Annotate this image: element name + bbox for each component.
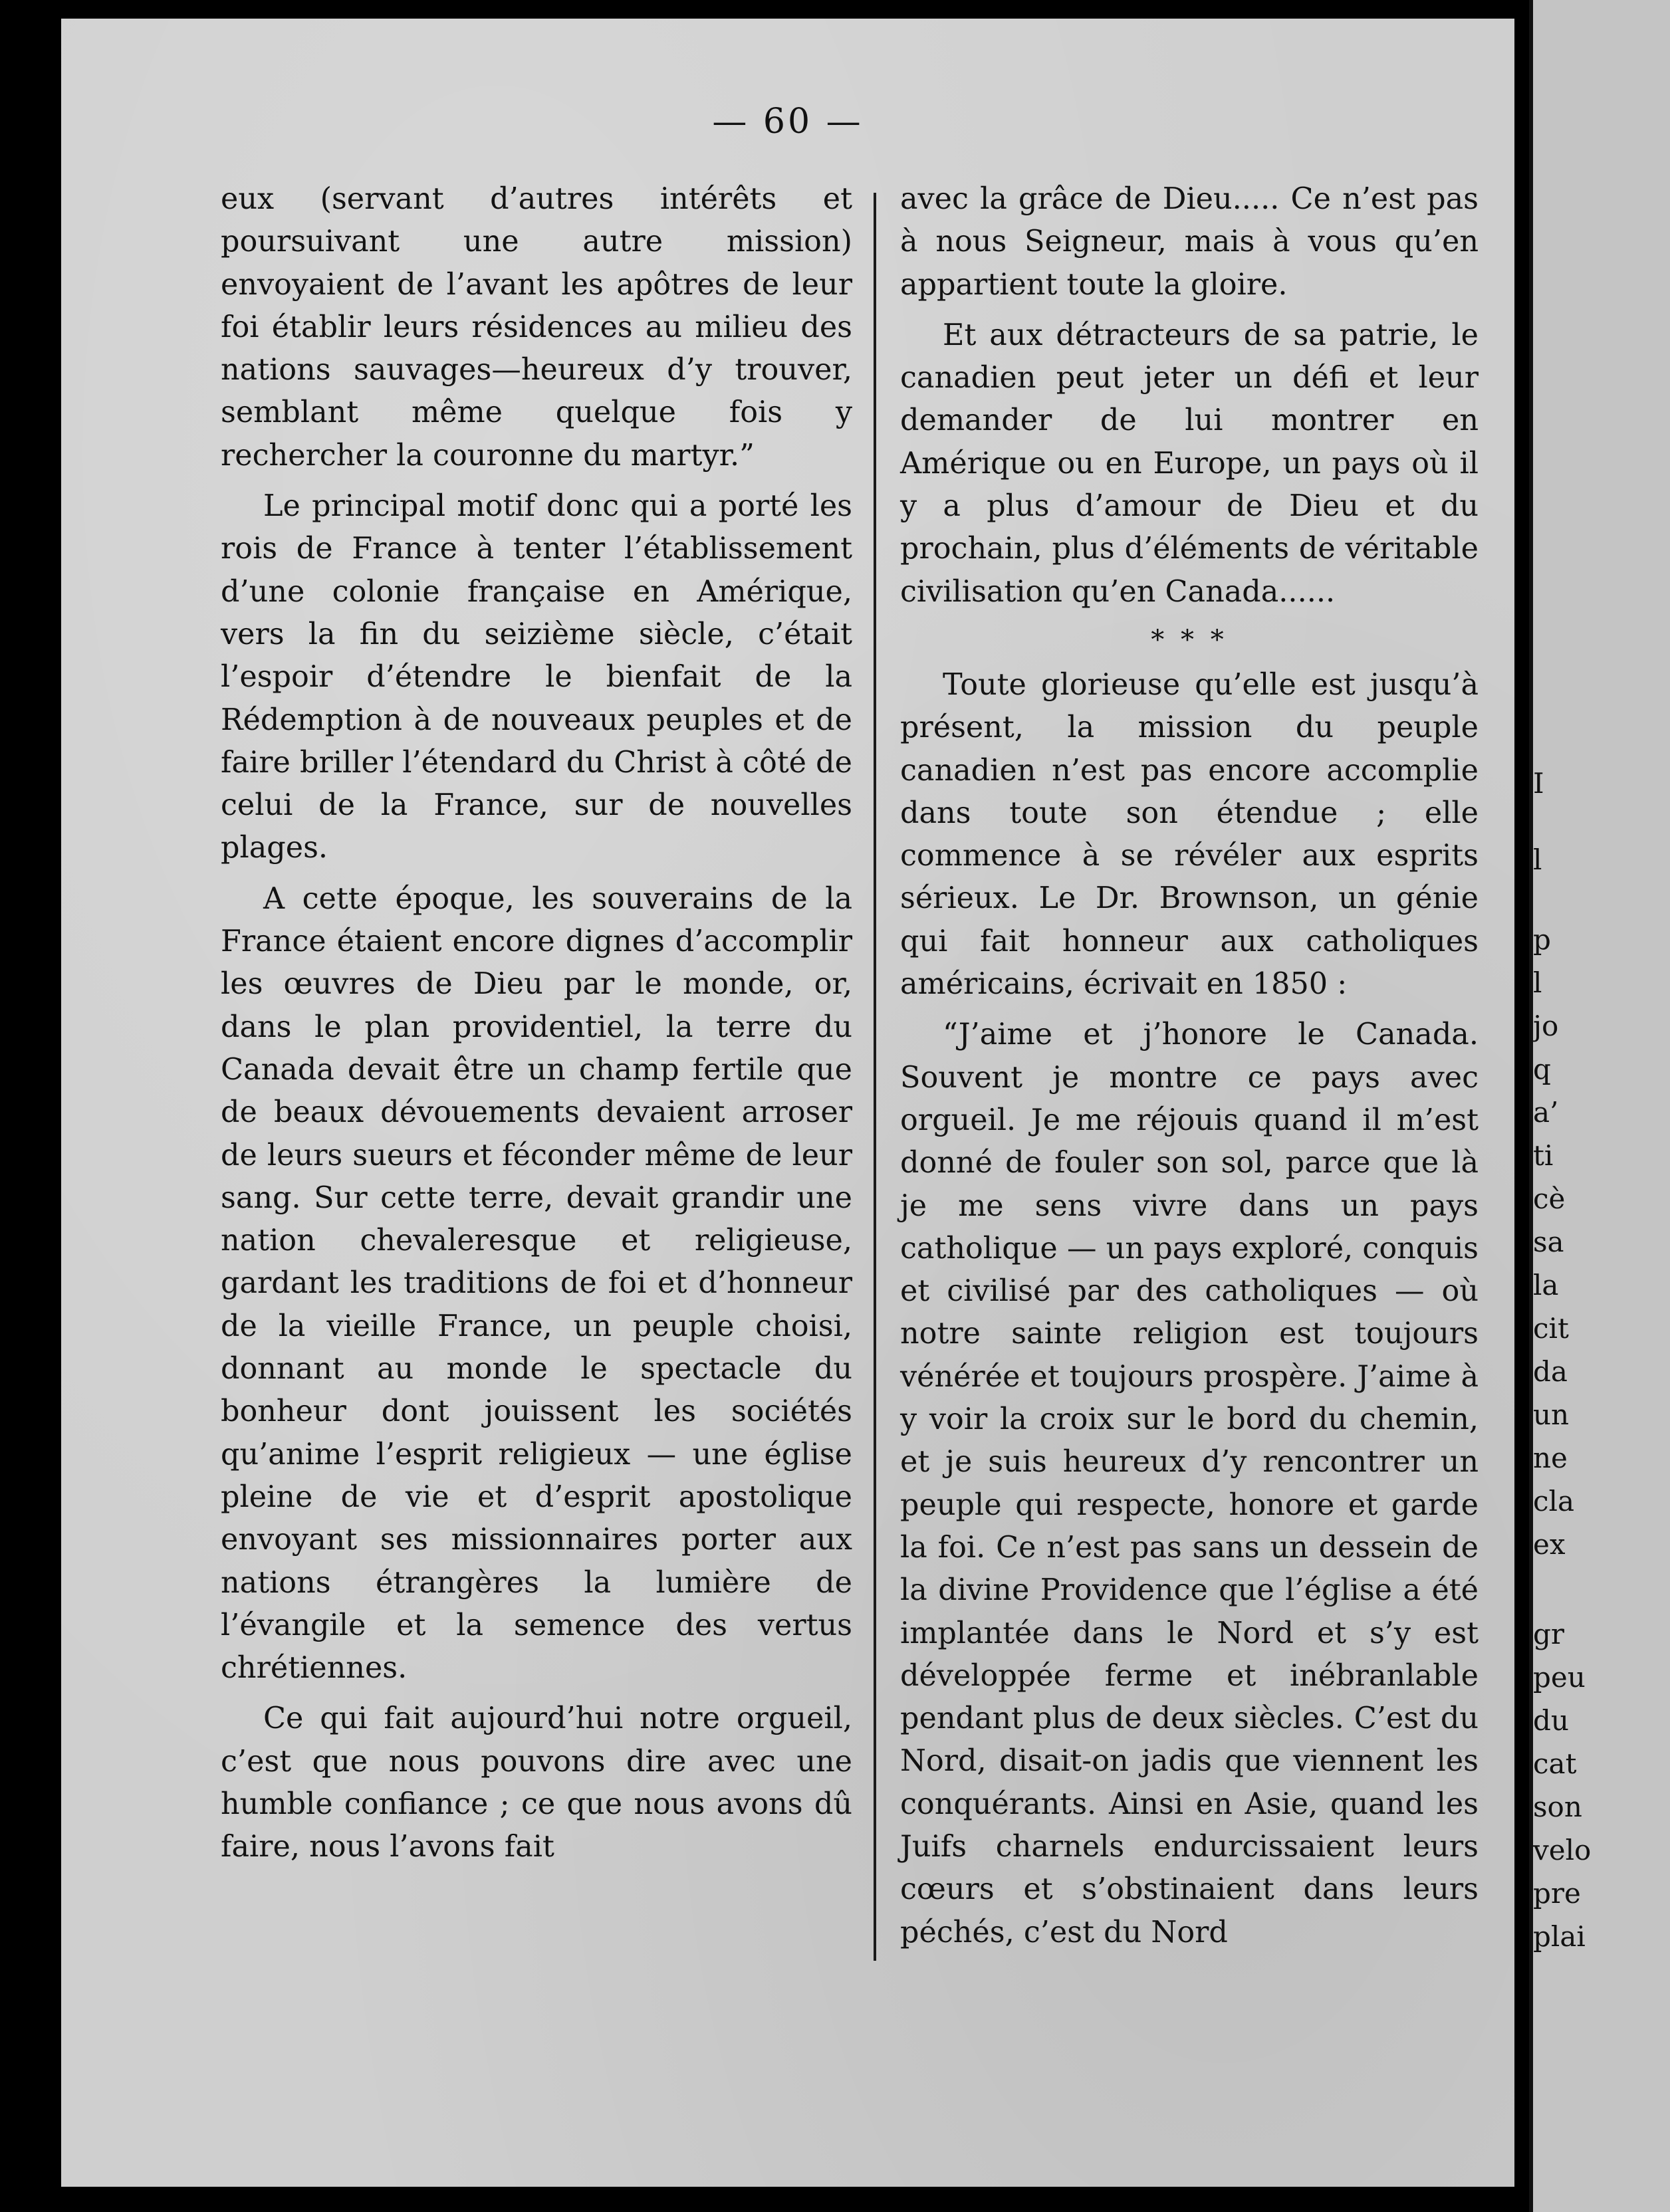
adjacent-page-fragment: ex <box>1533 1528 1566 1561</box>
adjacent-page-fragment: I <box>1533 767 1544 800</box>
adjacent-page-fragment: p <box>1533 923 1551 956</box>
book-page <box>61 19 1514 2187</box>
adjacent-page-fragment: plai <box>1533 1920 1586 1953</box>
adjacent-page-fragment: du <box>1533 1704 1569 1737</box>
paragraph: “J’aime et j’honore le Canada. Souvent je montre ce pays avec orgueil. Je me réjouis quand il m’est donné de fouler son sol, parce que là je me sens vivre dans un pays catholique — un pays exploré, conquis et civilisé par des catholiques — où notre sainte religion est toujours vénérée et toujours prospère. J’aime à y voir la croix sur le bord du chemin, et je suis heureux d’y rencontrer un peuple qui respecte, honore et garde la foi. Ce n’est pas sans un dessein de la divine Providence que l’église a été implantée dans le Nord et s’y est développée ferme et inébranlable pendant plus de deux siècles. C’est du Nord, disait-on jadis que viennent les conquérants. Ainsi en Asie, quand les Juifs charnels endurcissaient leurs cœurs et s’obstinaient dans leurs péchés, c’est du Nord <box>900 1018 1479 1949</box>
adjacent-page-fragment: peu <box>1533 1661 1586 1694</box>
adjacent-page-fragment: l <box>1533 843 1542 876</box>
page-number: — 60 — <box>712 102 864 142</box>
adjacent-page-fragment: ti <box>1533 1139 1554 1172</box>
adjacent-page-fragment: jo <box>1533 1010 1559 1042</box>
adjacent-page-fragment: son <box>1533 1791 1582 1823</box>
paragraph: avec la grâce de Dieu..... Ce n’est pas à nous Seigneur, mais à vous qu’en appartient toute la gloire. <box>900 182 1479 302</box>
paragraph: Le principal motif donc qui a porté les rois de France à tenter l’établissement d’une colonie française en Amérique, vers la fin du seizième siècle, c’était l’espoir d’étendre le bienfait de la Rédemption à de nouveaux peuples et de faire briller l’étendard du Christ à côté de celui de la France, sur de nouvelles plages. <box>221 489 852 865</box>
section-break-asterism: * * * <box>1151 624 1228 655</box>
adjacent-page-fragment: l <box>1533 966 1542 999</box>
paragraph: eux (servant d’autres intérêts et poursuivant une autre mission) envoyaient de l’avant les apôtres de leur foi établir leurs résidences au milieu des nations sauvages—heureux d’y trouver, semblant même quelque fois y rechercher la couronne du martyr.” <box>221 182 852 473</box>
left-column <box>221 178 852 1877</box>
adjacent-page-fragment: a’ <box>1533 1096 1559 1129</box>
adjacent-page-fragment: velo <box>1533 1834 1592 1866</box>
adjacent-page-fragment: pre <box>1533 1877 1581 1910</box>
adjacent-page-fragment: sa <box>1533 1226 1564 1258</box>
paragraph: Et aux détracteurs de sa patrie, le canadien peut jeter un défi et leur demander de lui montrer en Amérique ou en Europe, un pays où il y a plus d’amour de Dieu et du prochain, plus d’éléments de véritable civilisation qu’en Canada...... <box>900 318 1479 609</box>
adjacent-page-fragment: cè <box>1533 1182 1566 1215</box>
adjacent-page-fragment: da <box>1533 1355 1568 1388</box>
paragraph: Toute glorieuse qu’elle est jusqu’à présent, la mission du peuple canadien n’est pas encore accomplie dans toute son étendue ; elle commence à se révéler aux esprits sérieux. Le Dr. Brownson, un génie qui fait honneur aux catholiques américains, écrivait en 1850 : <box>900 667 1479 1002</box>
adjacent-page-fragment: cla <box>1533 1485 1574 1517</box>
paragraph: A cette époque, les souverains de la France étaient encore dignes d’accomplir les œuvres de Dieu par le monde, or, dans le plan providentiel, la terre du Canada devait être un champ fertile que de beaux dévouements devaient arroser de leurs sueurs et féconder même de leur sang. Sur cette terre, devait grandir une nation chevaleresque et religieuse, gardant les traditions de foi et d’honneur de la vieille France, un peuple choisi, donnant au monde le spectacle du bonheur dont jouissent les sociétés qu’anime l’esprit religieux — une église pleine de vie et d’esprit apostolique envoyant ses missionnaires porter aux nations étrangères la lumière de l’évangile et la semence des vertus chrétiennes. <box>221 881 852 1686</box>
adjacent-page-fragment: cit <box>1533 1312 1569 1345</box>
right-column <box>900 178 1479 1962</box>
adjacent-page-fragment: un <box>1533 1398 1570 1431</box>
adjacent-page-fragment: cat <box>1533 1747 1577 1780</box>
adjacent-page-fragment: ne <box>1533 1442 1568 1474</box>
adjacent-page-fragment: la <box>1533 1269 1559 1301</box>
adjacent-page-edge <box>1529 0 1670 2212</box>
adjacent-page-fragment: gr <box>1533 1618 1564 1650</box>
column-divider <box>874 193 876 1961</box>
adjacent-page-fragment: q <box>1533 1053 1551 1085</box>
paragraph: Ce qui fait aujourd’hui notre orgueil, c’est que nous pouvons dire avec une humble confiance ; ce que nous avons dû faire, nous l’avons fait <box>221 1702 852 1864</box>
